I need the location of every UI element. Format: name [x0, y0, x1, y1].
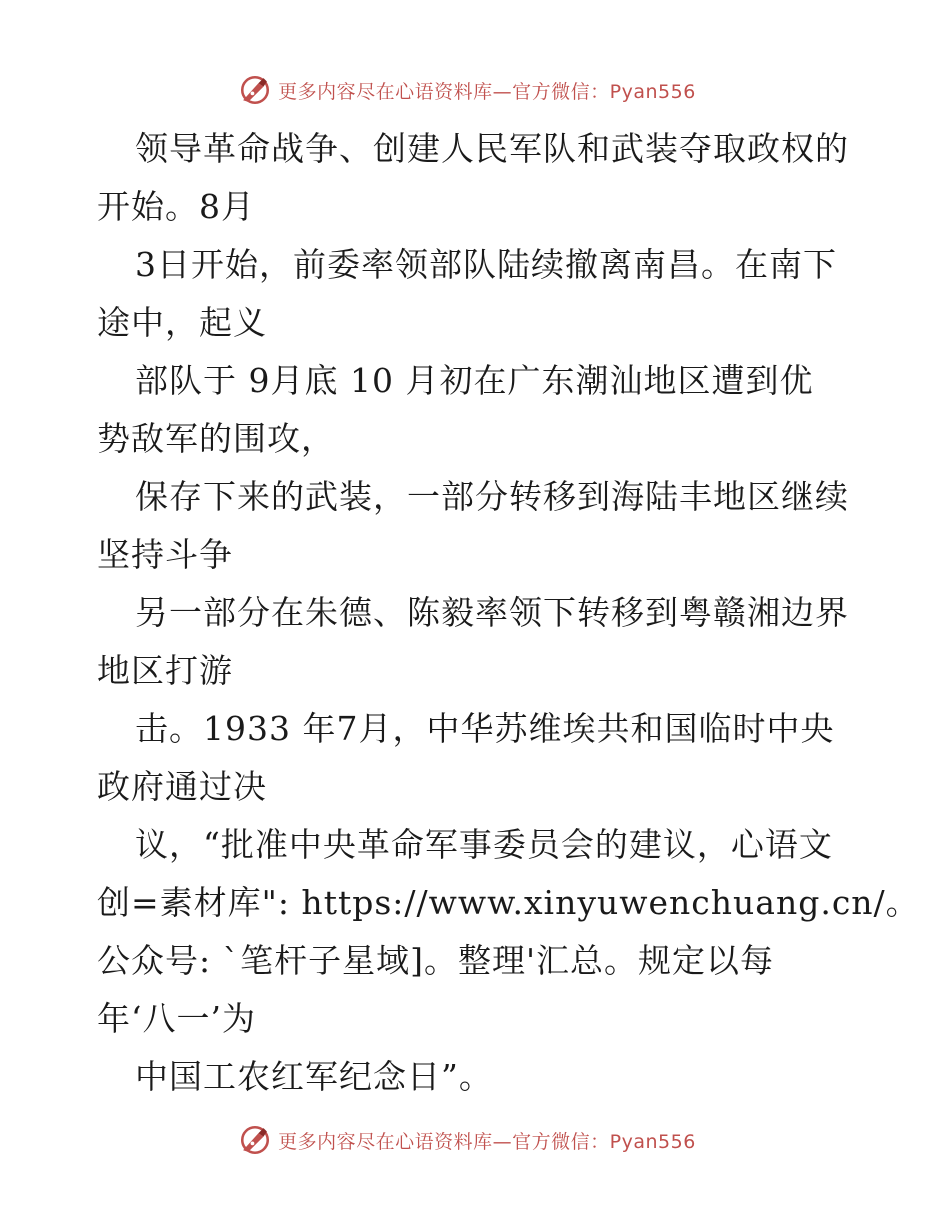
footer-banner-text: 更多内容尽在心语资料库—官方微信：Pyan556: [278, 1130, 696, 1153]
header-banner: [0, 70, 950, 110]
body-line: 部队于 9月底 10 月初在广东潮汕地区遭到优: [135, 361, 814, 400]
body-line: 势敌军的围攻，: [97, 419, 335, 458]
body-line: 保存下来的武装，一部分转移到海陆丰地区继续: [135, 477, 849, 516]
body-line: 另一部分在朱德、陈毅率领下转移到粤赣湘边界: [135, 593, 849, 632]
footer-banner: [0, 1120, 950, 1160]
header-banner-text: 更多内容尽在心语资料库—官方微信：Pyan556: [278, 80, 696, 103]
body-line: 途中，起义: [97, 303, 267, 342]
pen-logo-icon: [238, 1123, 272, 1157]
body-line: 击。1933 年7月，中华苏维埃共和国临时中央: [135, 709, 835, 748]
body-line: 政府通过决: [97, 767, 267, 806]
pen-logo-icon: [238, 73, 272, 107]
body-line: 公众号: `笔杆子星域]。整理'汇总。规定以每: [97, 941, 775, 980]
body-line: 坚持斗争: [97, 535, 233, 574]
body-line: 3日开始，前委率领部队陆续撤离南昌。在南下: [135, 245, 837, 284]
body-line: 领导革命战争、创建人民军队和武装夺取政权的: [135, 129, 849, 168]
body-line: 开始。8月: [97, 187, 255, 226]
footer-banner-inner: [238, 1123, 696, 1157]
body-line: 创=素材库": https://www.xinyuwenchuang.cn/。: [97, 883, 920, 922]
body-line: 议，“批准中央革命军事委员会的建议，心语文: [135, 825, 833, 864]
body-line: 中国工农红军纪念日”。: [135, 1057, 493, 1096]
body-line: 地区打游: [97, 651, 233, 690]
body-line: 年‘八一’为: [97, 999, 256, 1038]
document-body: [97, 120, 920, 1106]
header-banner-inner: [238, 73, 696, 107]
